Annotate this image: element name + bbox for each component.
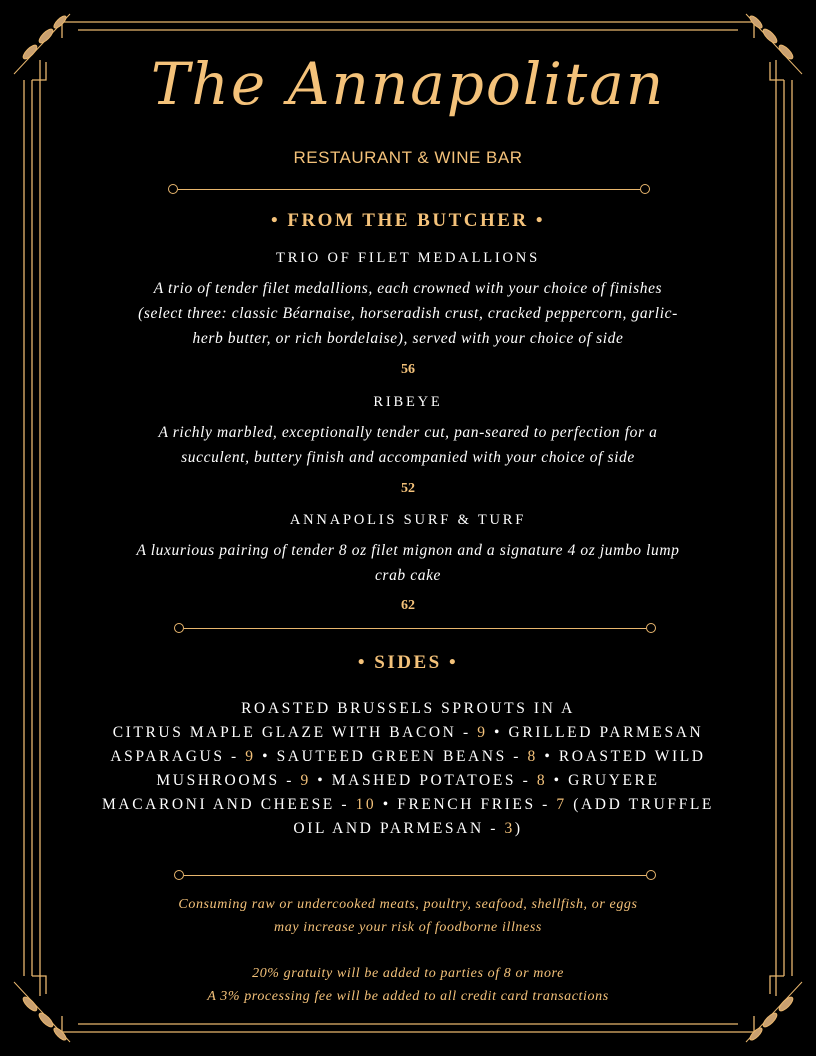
item-desc-trio: A trio of tender filet medallions, each crowned with your choice of finishes (select three: classic Béarnaise, horseradish crust, cracked peppercorn, garlic- herb butter, or rich bordelaise), served with your choice of side xyxy=(138,280,678,347)
item-name-surf-turf: ANNAPOLIS SURF & TURF xyxy=(289,512,527,528)
side-text: MUSHROOMS - xyxy=(156,772,301,789)
item-desc-surf-turf: A luxurious pairing of tender 8 oz filet mignon and a signature 4 oz jumbo lump crab cake xyxy=(136,542,680,584)
side-text: • GRILLED PARMESAN xyxy=(487,724,704,741)
divider-top xyxy=(168,184,650,196)
side-text: ROASTED BRUSSELS SPROUTS IN A xyxy=(241,700,575,717)
item-price-trio: 56 xyxy=(401,362,415,377)
side-price: 9 xyxy=(300,772,311,789)
divider-middle xyxy=(174,623,656,635)
divider-bottom xyxy=(174,870,656,882)
health-notice: Consuming raw or undercooked meats, poultry, seafood, shellfish, or eggs may increase your risk of foodborne illness xyxy=(178,897,638,935)
side-price: 10 xyxy=(355,796,377,813)
restaurant-subtitle: RESTAURANT & WINE BAR xyxy=(293,148,523,167)
section-title-butcher: • FROM THE BUTCHER • xyxy=(270,210,546,231)
side-text: ASPARAGUS - xyxy=(110,748,246,765)
side-text: CITRUS MAPLE GLAZE WITH BACON - xyxy=(112,724,478,741)
item-desc-ribeye: A richly marbled, exceptionally tender cut, pan-seared to perfection for a succulent, buttery finish and accompanied with your choice of side xyxy=(158,424,658,466)
sides-list xyxy=(40,697,776,841)
side-text: MACARONI AND CHEESE - xyxy=(102,796,356,813)
side-price: 8 xyxy=(527,748,538,765)
side-text: • FRENCH FRIES - xyxy=(376,796,557,813)
side-text: (ADD TRUFFLE xyxy=(566,796,714,813)
side-price: 8 xyxy=(536,772,548,789)
side-price: 7 xyxy=(556,796,567,813)
item-name-ribeye: RIBEYE xyxy=(373,394,443,410)
restaurant-name: The Annapolitan xyxy=(150,50,666,118)
sides-line xyxy=(40,817,776,841)
section-title-sides: • SIDES • xyxy=(357,652,459,673)
sides-line xyxy=(40,745,776,769)
side-text: • MASHED POTATOES - xyxy=(310,772,537,789)
item-name-trio: TRIO OF FILET MEDALLIONS xyxy=(276,250,540,266)
side-price: 3 xyxy=(504,820,515,837)
sides-line xyxy=(40,769,776,793)
sides-line xyxy=(40,793,776,817)
side-text: • GRUYERE xyxy=(547,772,660,789)
sides-line xyxy=(40,721,776,745)
side-text: ) xyxy=(514,820,523,837)
item-price-ribeye: 52 xyxy=(401,481,415,496)
fees-notice: 20% gratuity will be added to parties of 8 or more A 3% processing fee will be added to all credit card transactions xyxy=(207,966,609,1004)
side-price: 9 xyxy=(245,748,256,765)
item-price-surf-turf: 62 xyxy=(401,598,415,613)
side-text: OIL AND PARMESAN - xyxy=(293,820,505,837)
side-text: • ROASTED WILD xyxy=(537,748,706,765)
side-text: • SAUTEED GREEN BEANS - xyxy=(255,748,528,765)
side-price: 9 xyxy=(477,724,488,741)
sides-line xyxy=(40,697,776,721)
